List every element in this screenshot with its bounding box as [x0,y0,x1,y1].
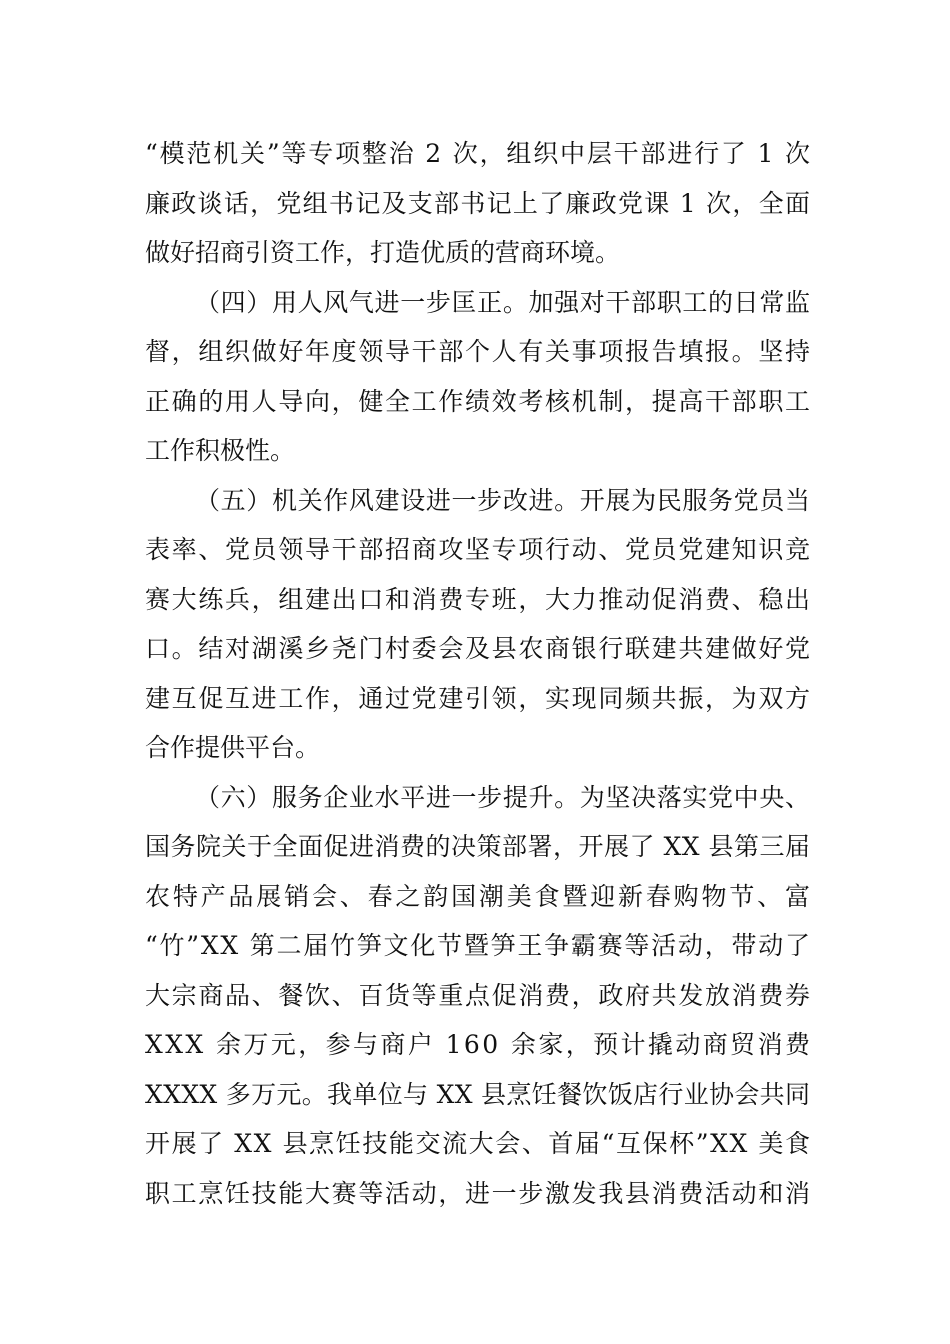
text-line: 合作提供平台。 [145,733,321,762]
text-line: XXX 余万元，参与商户 160 余家，预计撬动商贸消费 [145,1030,813,1059]
text-line: 廉政谈话，党组书记及支部书记上了廉政党课 1 次，全面 [145,188,812,218]
text-line: 口。结对湖溪乡尧门村委会及县农商银行联建共建做好党 [145,634,812,663]
text-line: “竹”XX 第二届竹笋文化节暨笋王争霸赛等活动，带动了 [145,931,812,960]
text-line: （六）服务企业水平进一步提升。为坚决落实党中央、 [195,782,811,812]
text-line: 工作积极性。 [145,436,296,465]
text-line: 赛大练兵，组建出口和消费专班，大力推动促消费、稳出 [145,584,812,614]
text-line: （五）机关作风建设进一步改进。开展为民服务党员当 [195,485,811,515]
text-line: 大宗商品、餐饮、百货等重点促消费，政府共发放消费券 [145,980,812,1010]
text-line: 国务院关于全面促进消费的决策部署，开展了 XX 县第三届 [145,832,811,861]
text-line: 开展了 XX 县烹饪技能交流大会、首届“互保杯”XX 美食 [145,1129,812,1158]
text-line: 正确的用人导向，健全工作绩效考核机制，提高干部职工 [145,386,812,416]
text-line: XXXX 多万元。我单位与 XX 县烹饪餐饮饭店行业协会共同 [145,1079,811,1109]
text-line: 职工烹饪技能大赛等活动，进一步激发我县消费活动和消 [145,1178,812,1208]
text-line: 表率、党员领导干部招商攻坚专项行动、党员党建知识竞 [145,535,812,564]
text-line: “模范机关”等专项整治 2 次，组织中层干部进行了 1 次 [145,139,812,168]
text-line: 建互促互进工作，通过党建引领，实现同频共振，为双方 [145,683,812,713]
text-line: 农特产品展销会、春之韵国潮美食暨迎新春购物节、富 [145,881,813,911]
text-line: 做好招商引资工作，打造优质的营商环境。 [145,238,621,267]
body-text [145,129,813,1218]
text-line: 督，组织做好年度领导干部个人有关事项报告填报。坚持 [145,337,812,366]
text-line: （四）用人风气进一步匡正。加强对干部职工的日常监 [195,287,811,317]
